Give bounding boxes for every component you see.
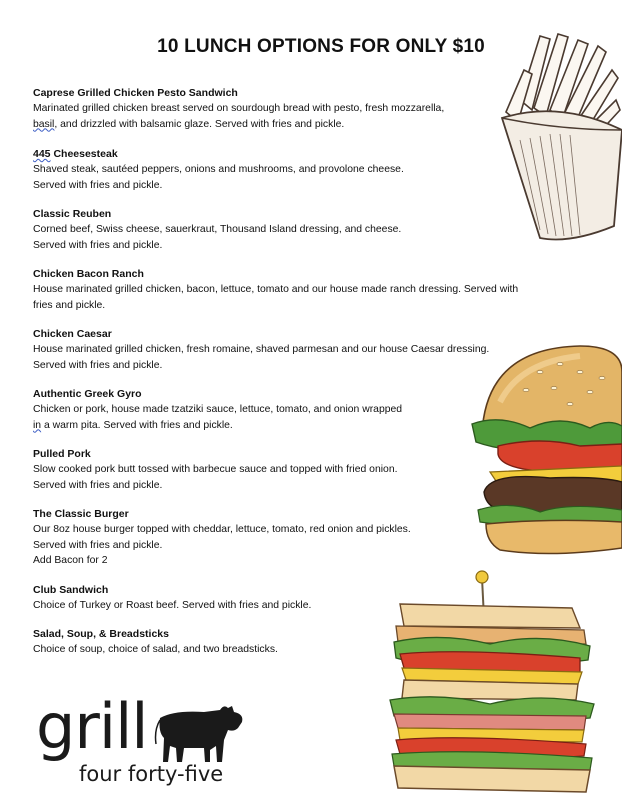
menu-item-description: Served with fries and pickle. (33, 239, 163, 251)
menu-item-description: Served with fries and pickle. (33, 539, 163, 551)
menu-item-description: Shaved steak, sautéed peppers, onions and mushrooms, and provolone cheese. (33, 164, 404, 175)
menu-item (33, 147, 578, 193)
logo-subtitle: four forty-five (79, 762, 224, 786)
menu-item-description: Chicken or pork, house made tzatziki sauce, lettuce, tomato, and onion wrapped (33, 404, 403, 415)
menu-item-description: Served with fries and pickle. (33, 359, 163, 371)
burger-illustration (470, 342, 622, 564)
menu-item-description: fries and pickle. (33, 299, 106, 311)
menu-item-name: Chicken Bacon Ranch (33, 268, 144, 280)
menu-item-description: in a warm pita. Served with fries and pickle. (33, 419, 233, 431)
misspelled-word: basil (33, 118, 55, 130)
menu-item-description: Choice of Turkey or Roast beef. Served with fries and pickle. (33, 600, 312, 611)
menu-item-name: The Classic Burger (33, 508, 129, 520)
menu-item-description: Served with fries and pickle. (33, 479, 163, 491)
fries-illustration (500, 30, 622, 250)
menu-item-description: Served with fries and pickle. (33, 179, 163, 191)
menu-item-description: Corned beef, Swiss cheese, sauerkraut, Thousand Island dressing, and cheese. (33, 224, 402, 235)
menu-item (33, 86, 578, 132)
menu-item-description: House marinated grilled chicken, fresh romaine, shaved parmesan and our house Caesar dressing. (33, 344, 490, 355)
menu-item-name: 445 Cheesesteak (33, 148, 118, 160)
misspelled-word: 445 (33, 148, 51, 160)
menu-item-description: Slow cooked pork butt tossed with barbecue sauce and topped with fried onion. (33, 464, 398, 475)
menu-item (33, 207, 578, 253)
menu-item-name: Salad, Soup, & Breadsticks (33, 628, 169, 640)
menu-item-name: Club Sandwich (33, 584, 109, 596)
menu-item-name: Caprese Grilled Chicken Pesto Sandwich (33, 87, 238, 99)
menu-item-name: Chicken Caesar (33, 328, 112, 340)
menu-item (33, 267, 578, 313)
menu-item-name: Pulled Pork (33, 448, 91, 460)
menu-item-description: Choice of soup, choice of salad, and two breadsticks. (33, 644, 278, 655)
logo-wordmark: grill (36, 690, 148, 763)
misspelled-word: in (33, 419, 42, 431)
restaurant-logo (36, 690, 256, 790)
menu-item-name: Authentic Greek Gyro (33, 388, 142, 400)
page-title: 10 LUNCH OPTIONS FOR ONLY $10 (157, 36, 485, 57)
menu-item-description: basil, and drizzled with balsamic glaze. Served with fries and pickle. (33, 118, 345, 130)
menu-item-description: Add Bacon for 2 (33, 555, 108, 566)
menu-item-name: Classic Reuben (33, 208, 112, 220)
menu-item-description: Marinated grilled chicken breast served on sourdough bread with pesto, fresh mozzarella, (33, 103, 445, 114)
club-sandwich-illustration (380, 568, 602, 800)
cow-silhouette-icon (154, 704, 246, 766)
menu-item-description: Our 8oz house burger topped with cheddar, lettuce, tomato, red onion and pickles. (33, 524, 411, 535)
menu-item-description: House marinated grilled chicken, bacon, lettuce, tomato and our house made ranch dressing. Served with (33, 284, 519, 295)
